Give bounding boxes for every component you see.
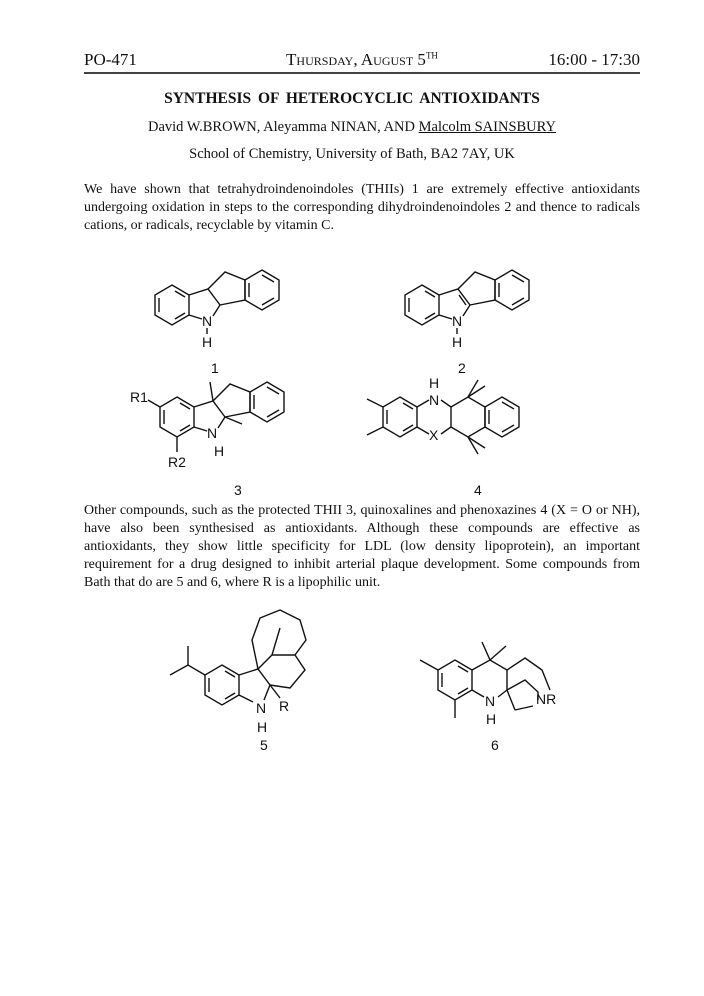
substituent-r: R [279,698,290,714]
compound-number: 3 [234,482,242,498]
atom-h: H [214,443,225,459]
compound-number: 1 [211,360,219,376]
atom-h: H [429,375,440,391]
atom-n: N [429,392,440,408]
poster-code: PO-471 [84,50,137,69]
atom-x: X [429,427,439,443]
session-time: 16:00 - 17:30 [548,50,640,69]
compound-number: 4 [474,482,482,498]
compound-number: 2 [458,360,466,376]
compound-number: 5 [260,737,268,753]
structure-3 [130,372,290,497]
session-day-sup: TH [425,50,438,61]
structure-2 [395,250,545,380]
atom-n: N [485,693,496,709]
page-header [84,50,640,74]
atom-n: N [452,313,463,329]
presenting-author: Malcolm SAINSBURY [418,119,557,135]
atom-h: H [257,719,268,735]
compound-number: 6 [491,737,499,753]
paragraph-intro: We have shown that tetrahydroindenoindoles (THIIs) 1 are extremely effective antioxidants undergoing oxidation in steps to the corresponding dihydroindenoindoles 2 and thence to radicals cations, or radicals, recyclable by vitamin C. [84,182,640,233]
paragraph-compounds: Other compounds, such as the protected THII 3, quinoxalines and phenoxazines 4 (X = O or NH), have also been synthesised as antioxidants. Although these compounds are effective as antioxidants, they show little specificity for LDL (low density lipoprotein), an important requirement for a drug designed to inhibit arterial plaque development. Some compounds from Bath that do are 5 and 6, where R is a lipophilic unit. [84,503,640,590]
structure-5 [160,600,330,760]
atom-n: N [202,313,213,329]
substituent-r2: R2 [168,454,186,470]
atom-h: H [452,334,463,350]
structure-4 [345,372,555,497]
substituent-r1: R1 [130,389,148,405]
authors [0,119,704,136]
atom-n: N [256,700,267,716]
atom-h: H [202,334,213,350]
atom-h: H [486,711,497,727]
authors-list: David W.BROWN, Aleyamma NINAN, AND [147,119,419,135]
structure-6 [410,600,580,760]
substituent-nr: NR [536,691,557,707]
session-day-text: Thursday, August 5 [286,50,426,69]
atom-n: N [207,425,218,441]
affiliation: School of Chemistry, University of Bath, BA2 7AY, UK [189,146,515,162]
abstract-title: SYNTHESIS OF HETEROCYCLIC ANTIOXIDANTS [164,90,540,107]
structure-1 [145,250,295,380]
